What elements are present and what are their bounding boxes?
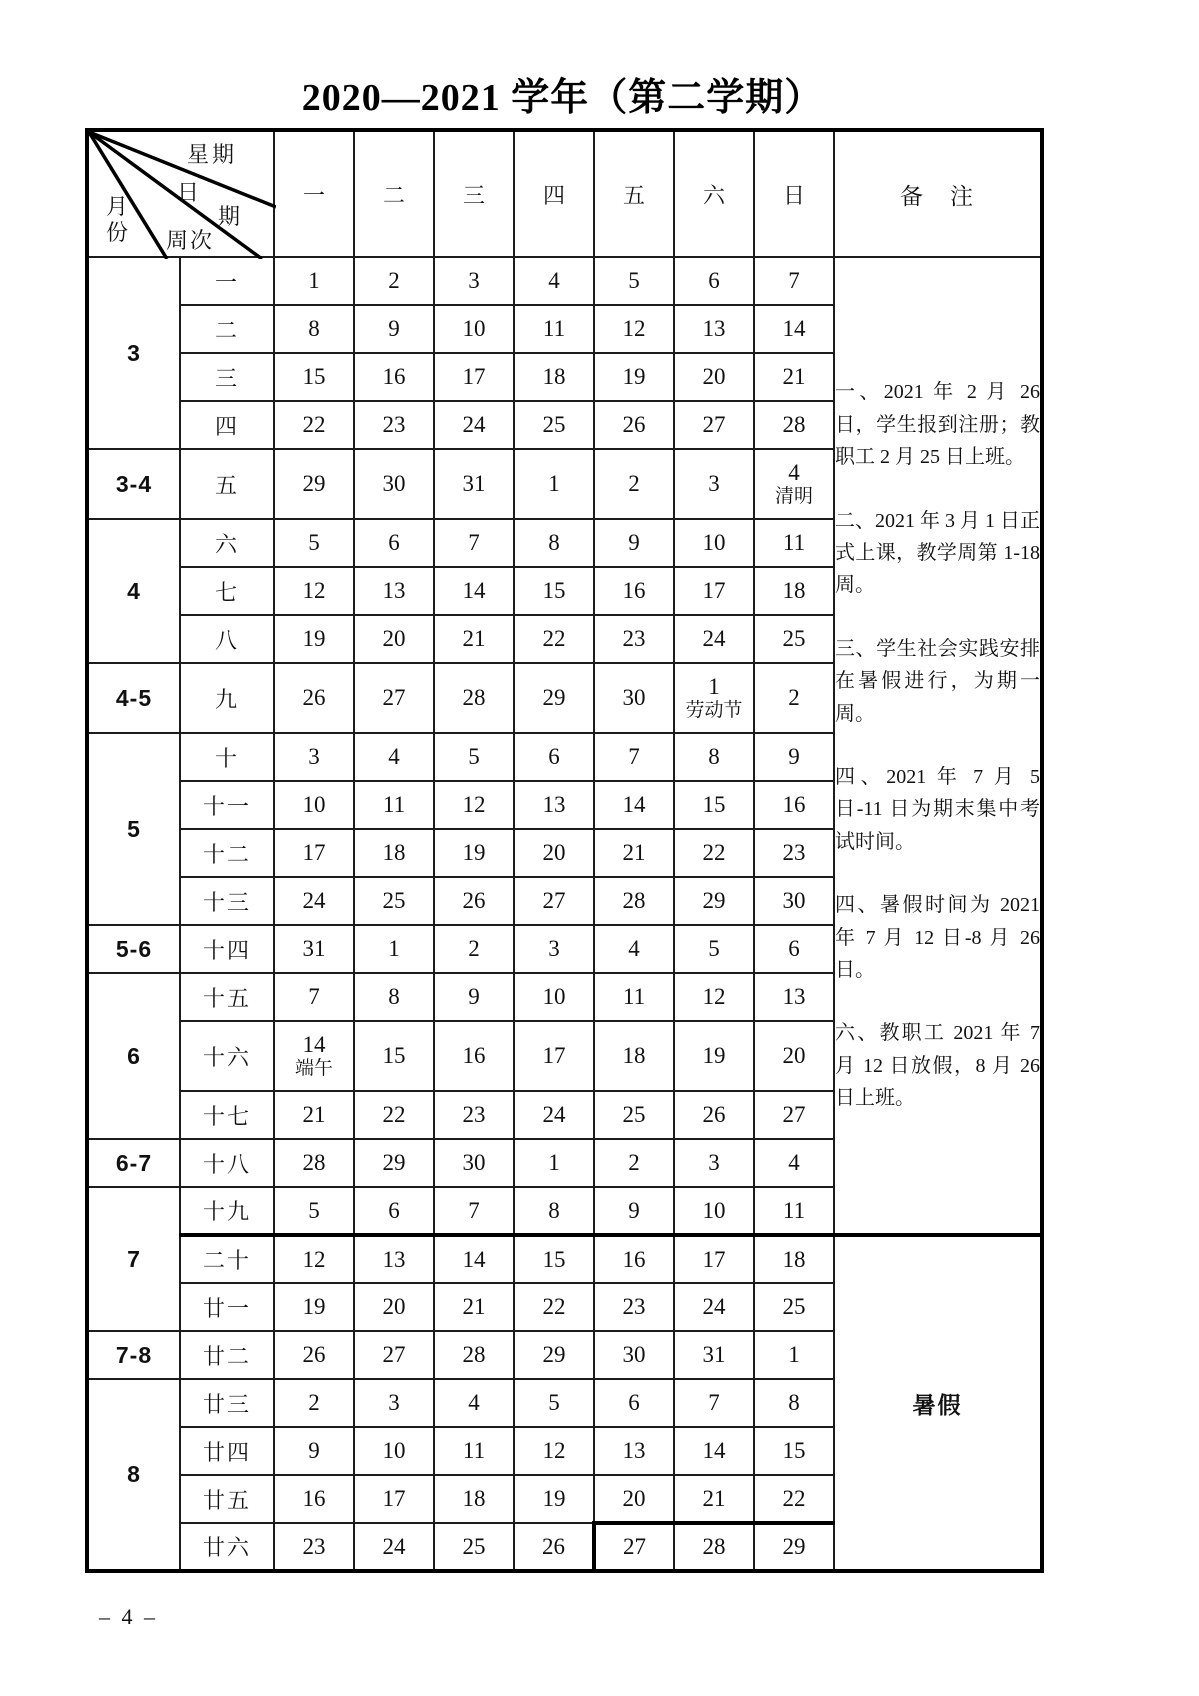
day-cell: 6 xyxy=(594,1379,674,1427)
day-cell: 16 xyxy=(354,353,434,401)
day-cell: 31 xyxy=(434,449,514,519)
day-cell: 29 xyxy=(754,1523,834,1571)
day-cell: 1 xyxy=(514,1139,594,1187)
month-cell: 7-8 xyxy=(87,1331,180,1379)
corner-label-weekday: 星期 xyxy=(187,142,238,167)
day-cell: 17 xyxy=(434,353,514,401)
week-cell: 一 xyxy=(180,257,274,305)
day-cell: 31 xyxy=(274,925,354,973)
day-cell: 11 xyxy=(754,519,834,567)
day-cell: 18 xyxy=(434,1475,514,1523)
day-cell: 29 xyxy=(514,1331,594,1379)
day-cell: 22 xyxy=(514,1283,594,1331)
day-cell: 20 xyxy=(674,353,754,401)
week-cell: 九 xyxy=(180,663,274,733)
day-cell: 7 xyxy=(754,257,834,305)
day-cell: 15 xyxy=(674,781,754,829)
week-cell: 六 xyxy=(180,519,274,567)
day-cell: 5 xyxy=(594,257,674,305)
day-cell: 26 xyxy=(434,877,514,925)
month-cell: 5 xyxy=(87,733,180,925)
day-cell: 9 xyxy=(594,519,674,567)
day-cell: 15 xyxy=(514,1235,594,1283)
day-cell: 14 xyxy=(594,781,674,829)
summer-vacation-cell: 暑假 xyxy=(834,1235,1042,1571)
day-cell: 5 xyxy=(274,519,354,567)
day-cell: 16 xyxy=(754,781,834,829)
day-cell: 18 xyxy=(754,567,834,615)
day-number: 1 xyxy=(708,673,720,699)
day-cell: 1 xyxy=(514,449,594,519)
day-cell: 24 xyxy=(434,401,514,449)
corner-label-month-bottom: 份 xyxy=(106,220,129,245)
corner-label-date-top: 日 xyxy=(177,180,200,205)
day-cell: 29 xyxy=(674,877,754,925)
header-row xyxy=(87,130,1042,257)
holiday-note: 清明 xyxy=(774,486,813,508)
day-cell: 24 xyxy=(354,1523,434,1571)
day-header-fri: 五 xyxy=(594,130,674,257)
day-cell: 2 xyxy=(274,1379,354,1427)
day-cell: 2 xyxy=(354,257,434,305)
week-cell: 十二 xyxy=(180,829,274,877)
day-cell: 2 xyxy=(754,663,834,733)
day-cell: 16 xyxy=(594,1235,674,1283)
day-cell: 26 xyxy=(514,1523,594,1571)
day-cell: 25 xyxy=(514,401,594,449)
week-cell: 十四 xyxy=(180,925,274,973)
day-cell: 27 xyxy=(514,877,594,925)
day-cell: 24 xyxy=(674,1283,754,1331)
day-cell: 19 xyxy=(274,615,354,663)
day-cell: 22 xyxy=(674,829,754,877)
day-cell: 29 xyxy=(514,663,594,733)
day-cell: 2 xyxy=(594,1139,674,1187)
calendar-row xyxy=(87,257,1042,305)
day-cell: 25 xyxy=(594,1091,674,1139)
day-cell: 15 xyxy=(274,353,354,401)
month-cell: 6 xyxy=(87,973,180,1139)
day-cell: 10 xyxy=(354,1427,434,1475)
day-cell: 3 xyxy=(354,1379,434,1427)
day-cell: 29 xyxy=(274,449,354,519)
day-cell: 27 xyxy=(754,1091,834,1139)
day-cell: 19 xyxy=(434,829,514,877)
remarks-note: 二、2021 年 3 月 1 日正式上课，教学周第 1-18 周。 xyxy=(835,509,1040,597)
day-cell: 22 xyxy=(274,401,354,449)
month-cell: 3 xyxy=(87,257,180,449)
day-cell: 23 xyxy=(354,401,434,449)
week-cell: 五 xyxy=(180,449,274,519)
day-cell: 14 xyxy=(434,567,514,615)
day-cell: 17 xyxy=(514,1021,594,1091)
day-cell: 12 xyxy=(674,973,754,1021)
day-header-tue: 二 xyxy=(354,130,434,257)
day-cell: 23 xyxy=(754,829,834,877)
day-cell: 23 xyxy=(434,1091,514,1139)
week-cell: 十三 xyxy=(180,877,274,925)
page-title: 2020—2021 学年（第二学期） xyxy=(301,77,824,119)
remarks-note: 四、2021 年 7 月 5 日-11 日为期末集中考试时间。 xyxy=(835,766,1040,853)
day-cell: 24 xyxy=(274,877,354,925)
day-cell: 3 xyxy=(674,449,754,519)
day-cell: 26 xyxy=(594,401,674,449)
day-cell: 8 xyxy=(274,305,354,353)
day-cell: 15 xyxy=(514,567,594,615)
day-cell: 30 xyxy=(754,877,834,925)
day-cell: 3 xyxy=(514,925,594,973)
month-cell: 3-4 xyxy=(87,449,180,519)
remarks-note: 四、暑假时间为 2021 年 7 月 12 日-8 月 26 日。 xyxy=(835,894,1040,981)
page-number: – 4 – xyxy=(99,1604,158,1629)
day-cell: 11 xyxy=(594,973,674,1021)
day-cell: 8 xyxy=(514,1187,594,1235)
week-cell: 四 xyxy=(180,401,274,449)
day-cell xyxy=(674,663,754,733)
day-cell: 2 xyxy=(434,925,514,973)
corner-header-cell xyxy=(87,130,274,257)
month-cell: 6-7 xyxy=(87,1139,180,1187)
day-cell: 4 xyxy=(754,1139,834,1187)
week-cell: 十八 xyxy=(180,1139,274,1187)
day-cell: 21 xyxy=(594,829,674,877)
day-cell: 27 xyxy=(354,663,434,733)
day-cell: 11 xyxy=(754,1187,834,1235)
day-cell: 16 xyxy=(274,1475,354,1523)
week-cell: 八 xyxy=(180,615,274,663)
day-cell: 9 xyxy=(354,305,434,353)
week-cell: 廿一 xyxy=(180,1283,274,1331)
day-cell: 25 xyxy=(434,1523,514,1571)
day-header-thu: 四 xyxy=(514,130,594,257)
day-cell: 14 xyxy=(754,305,834,353)
day-cell: 7 xyxy=(274,973,354,1021)
day-cell: 22 xyxy=(354,1091,434,1139)
day-cell: 27 xyxy=(674,401,754,449)
day-cell: 12 xyxy=(594,305,674,353)
month-cell: 8 xyxy=(87,1379,180,1571)
day-cell: 9 xyxy=(434,973,514,1021)
day-cell: 1 xyxy=(354,925,434,973)
day-cell: 11 xyxy=(434,1427,514,1475)
day-cell: 19 xyxy=(594,353,674,401)
day-cell: 17 xyxy=(674,567,754,615)
day-cell: 10 xyxy=(274,781,354,829)
day-cell: 28 xyxy=(434,1331,514,1379)
day-cell: 8 xyxy=(514,519,594,567)
day-cell: 12 xyxy=(434,781,514,829)
day-cell: 30 xyxy=(594,1331,674,1379)
day-header-sun: 日 xyxy=(754,130,834,257)
month-cell: 5-6 xyxy=(87,925,180,973)
day-cell: 13 xyxy=(674,305,754,353)
day-cell: 1 xyxy=(274,257,354,305)
calendar-body xyxy=(87,257,1042,1571)
day-cell: 23 xyxy=(594,1283,674,1331)
day-cell: 14 xyxy=(434,1235,514,1283)
day-number: 4 xyxy=(788,459,800,485)
week-cell: 廿五 xyxy=(180,1475,274,1523)
day-header-mon: 一 xyxy=(274,130,354,257)
week-cell: 廿六 xyxy=(180,1523,274,1571)
day-cell: 3 xyxy=(674,1139,754,1187)
day-header-wed: 三 xyxy=(434,130,514,257)
day-cell: 30 xyxy=(354,449,434,519)
day-cell: 21 xyxy=(274,1091,354,1139)
day-cell: 13 xyxy=(514,781,594,829)
day-cell: 9 xyxy=(754,733,834,781)
day-cell: 18 xyxy=(754,1235,834,1283)
day-cell: 6 xyxy=(674,257,754,305)
day-cell: 13 xyxy=(754,973,834,1021)
day-cell: 15 xyxy=(754,1427,834,1475)
day-cell: 28 xyxy=(754,401,834,449)
day-cell: 17 xyxy=(674,1235,754,1283)
day-cell: 24 xyxy=(514,1091,594,1139)
day-cell: 17 xyxy=(274,829,354,877)
day-cell: 8 xyxy=(354,973,434,1021)
day-cell: 19 xyxy=(674,1021,754,1091)
day-cell: 3 xyxy=(434,257,514,305)
day-cell: 10 xyxy=(514,973,594,1021)
day-cell: 4 xyxy=(434,1379,514,1427)
day-cell: 5 xyxy=(274,1187,354,1235)
corner-label-week: 周次 xyxy=(166,228,215,253)
day-cell: 21 xyxy=(754,353,834,401)
week-cell: 二十 xyxy=(180,1235,274,1283)
week-cell: 七 xyxy=(180,567,274,615)
remarks-header: 备 注 xyxy=(834,130,1042,257)
day-cell: 15 xyxy=(354,1021,434,1091)
holiday-note: 端午 xyxy=(294,1058,333,1080)
week-cell: 三 xyxy=(180,353,274,401)
remarks-note: 三、学生社会实践安排在暑假进行，为期一周。 xyxy=(835,637,1040,725)
day-cell: 13 xyxy=(594,1427,674,1475)
day-cell: 12 xyxy=(514,1427,594,1475)
day-cell: 25 xyxy=(754,615,834,663)
week-cell: 十一 xyxy=(180,781,274,829)
holiday-note: 劳动节 xyxy=(685,700,743,722)
day-cell: 22 xyxy=(514,615,594,663)
day-cell: 5 xyxy=(434,733,514,781)
calendar-table xyxy=(85,128,1044,1573)
day-cell: 8 xyxy=(754,1379,834,1427)
day-cell: 23 xyxy=(594,615,674,663)
week-cell: 十五 xyxy=(180,973,274,1021)
day-cell: 6 xyxy=(514,733,594,781)
remarks-notes xyxy=(835,376,1040,1114)
corner-label-date-bottom: 期 xyxy=(218,204,241,229)
day-number: 14 xyxy=(302,1031,326,1057)
month-cell: 4 xyxy=(87,519,180,663)
day-cell: 7 xyxy=(594,733,674,781)
day-cell: 7 xyxy=(434,1187,514,1235)
day-cell: 16 xyxy=(594,567,674,615)
day-cell: 19 xyxy=(514,1475,594,1523)
day-cell: 13 xyxy=(354,1235,434,1283)
week-cell: 二 xyxy=(180,305,274,353)
day-cell: 28 xyxy=(674,1523,754,1571)
calendar-row xyxy=(87,1235,1042,1283)
day-cell: 6 xyxy=(754,925,834,973)
day-cell: 10 xyxy=(434,305,514,353)
day-cell xyxy=(274,1021,354,1091)
week-cell: 十七 xyxy=(180,1091,274,1139)
day-cell: 25 xyxy=(354,877,434,925)
corner-label-month-top: 月 xyxy=(106,194,129,219)
day-cell: 9 xyxy=(594,1187,674,1235)
day-cell: 7 xyxy=(674,1379,754,1427)
day-cell: 17 xyxy=(354,1475,434,1523)
week-cell: 十 xyxy=(180,733,274,781)
day-cell: 7 xyxy=(434,519,514,567)
day-cell: 14 xyxy=(674,1427,754,1475)
remarks-note: 六、教职工 2021 年 7 月 12 日放假，8 月 26 日上班。 xyxy=(835,1022,1040,1110)
day-cell: 11 xyxy=(514,305,594,353)
day-cell: 21 xyxy=(434,615,514,663)
day-cell: 18 xyxy=(354,829,434,877)
day-cell: 12 xyxy=(274,567,354,615)
day-cell: 28 xyxy=(274,1139,354,1187)
day-cell: 12 xyxy=(274,1235,354,1283)
day-cell: 20 xyxy=(594,1475,674,1523)
day-cell: 26 xyxy=(674,1091,754,1139)
day-cell: 27 xyxy=(594,1523,674,1571)
day-cell: 4 xyxy=(514,257,594,305)
day-cell: 30 xyxy=(434,1139,514,1187)
day-cell: 20 xyxy=(354,615,434,663)
day-cell: 11 xyxy=(354,781,434,829)
month-cell: 4-5 xyxy=(87,663,180,733)
day-cell: 26 xyxy=(274,663,354,733)
day-cell: 10 xyxy=(674,519,754,567)
day-cell: 9 xyxy=(274,1427,354,1475)
day-cell: 4 xyxy=(594,925,674,973)
week-cell: 廿四 xyxy=(180,1427,274,1475)
day-cell: 29 xyxy=(354,1139,434,1187)
day-cell: 24 xyxy=(674,615,754,663)
day-cell: 22 xyxy=(754,1475,834,1523)
day-cell xyxy=(754,449,834,519)
remarks-note: 一、2021 年 2 月 26 日，学生报到注册；教职工 2 月 25 日上班。 xyxy=(835,381,1040,469)
week-cell: 十六 xyxy=(180,1021,274,1091)
day-cell: 1 xyxy=(754,1331,834,1379)
day-cell: 30 xyxy=(594,663,674,733)
day-cell: 26 xyxy=(274,1331,354,1379)
month-cell: 7 xyxy=(87,1187,180,1331)
day-cell: 18 xyxy=(514,353,594,401)
day-cell: 28 xyxy=(594,877,674,925)
day-cell: 2 xyxy=(594,449,674,519)
day-cell: 8 xyxy=(674,733,754,781)
day-cell: 3 xyxy=(274,733,354,781)
day-cell: 20 xyxy=(354,1283,434,1331)
day-cell: 4 xyxy=(354,733,434,781)
day-cell: 25 xyxy=(754,1283,834,1331)
day-cell: 6 xyxy=(354,519,434,567)
day-cell: 5 xyxy=(514,1379,594,1427)
day-header-sat: 六 xyxy=(674,130,754,257)
day-cell: 6 xyxy=(354,1187,434,1235)
day-cell: 10 xyxy=(674,1187,754,1235)
day-cell: 21 xyxy=(674,1475,754,1523)
day-cell: 5 xyxy=(674,925,754,973)
day-cell: 27 xyxy=(354,1331,434,1379)
week-cell: 廿二 xyxy=(180,1331,274,1379)
week-cell: 十九 xyxy=(180,1187,274,1235)
day-cell: 16 xyxy=(434,1021,514,1091)
day-cell: 28 xyxy=(434,663,514,733)
day-cell: 21 xyxy=(434,1283,514,1331)
day-cell: 13 xyxy=(354,567,434,615)
day-cell: 20 xyxy=(754,1021,834,1091)
week-cell: 廿三 xyxy=(180,1379,274,1427)
day-cell: 20 xyxy=(514,829,594,877)
day-cell: 19 xyxy=(274,1283,354,1331)
day-cell: 31 xyxy=(674,1331,754,1379)
day-cell: 18 xyxy=(594,1021,674,1091)
remarks-cell xyxy=(834,257,1042,1235)
day-cell: 23 xyxy=(274,1523,354,1571)
